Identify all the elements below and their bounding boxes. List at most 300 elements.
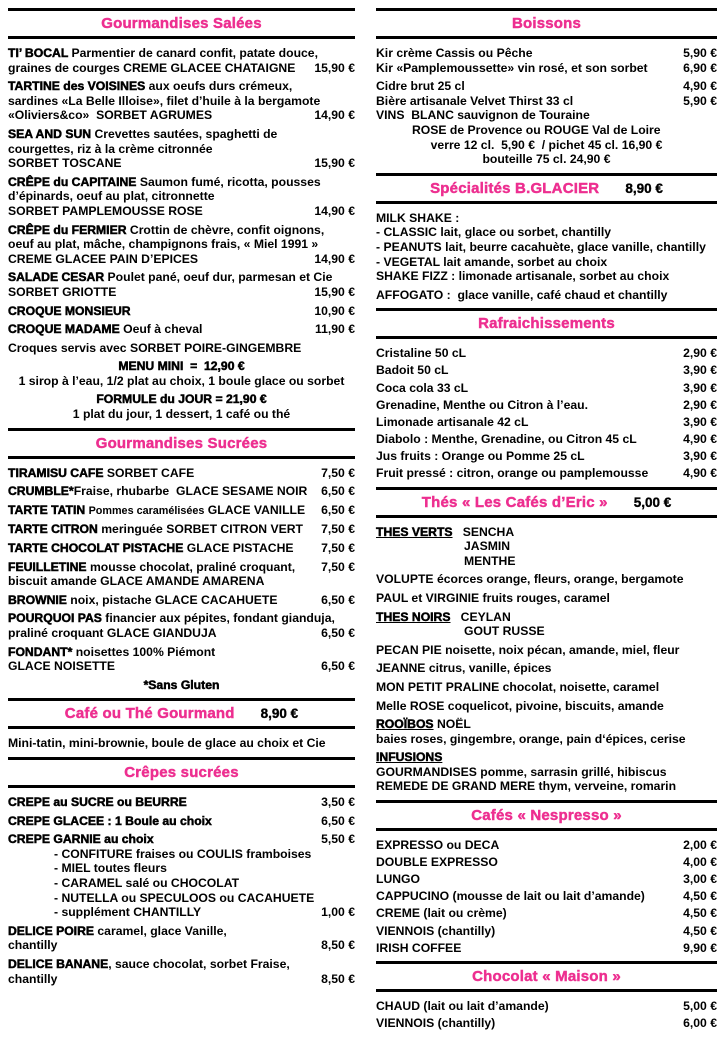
menu-line bbox=[8, 560, 355, 575]
item-name-text: CREPE GLACEE : 1 Boule au choix bbox=[8, 813, 212, 828]
menu-line-text bbox=[376, 889, 645, 904]
menu-line bbox=[376, 269, 717, 284]
menu-item bbox=[8, 560, 355, 589]
menu-line-text bbox=[376, 525, 514, 540]
item-description-text: «Oliviers&co» SORBET AGRUMES bbox=[8, 108, 213, 123]
section-header bbox=[376, 800, 717, 831]
price: 14,90 € bbox=[314, 108, 355, 123]
item-name-text: TARTE CITRON bbox=[8, 522, 102, 537]
menu-item bbox=[376, 346, 717, 480]
section-cafes-nespresso bbox=[376, 800, 717, 955]
item-description-text: Parmentier de canard confit, patate douce, bbox=[71, 46, 318, 60]
menu-line bbox=[376, 680, 717, 695]
menu-line-text bbox=[376, 346, 466, 361]
menu-line-text bbox=[376, 108, 590, 123]
section-title: Gourmandises Salées bbox=[101, 15, 262, 32]
section-body bbox=[376, 525, 717, 795]
menu-line-text bbox=[376, 661, 551, 676]
menu-line-text bbox=[376, 211, 459, 226]
menu-line-text bbox=[376, 732, 686, 747]
menu-line-text bbox=[8, 814, 212, 829]
menu-line-text bbox=[376, 717, 471, 732]
menu-line bbox=[376, 855, 717, 870]
menu-line-text bbox=[376, 838, 499, 853]
item-description-text: 1 sirop à l’eau, 1/2 plat au choix, 1 boule glace ou sorbet bbox=[18, 373, 345, 388]
item-description-text: VIENNOIS (chantilly) bbox=[376, 1016, 496, 1031]
menu-item bbox=[8, 957, 355, 986]
section-header bbox=[8, 698, 355, 729]
menu-item bbox=[376, 46, 717, 75]
menu-line bbox=[8, 957, 355, 972]
item-name-text: CRUMBLE* bbox=[8, 484, 74, 499]
menu-item bbox=[8, 359, 355, 388]
menu-line-text bbox=[8, 142, 213, 157]
item-description-text: Croques servis avec SORBET POIRE-GINGEMBRE bbox=[8, 340, 302, 355]
price: 7,50 € bbox=[321, 522, 355, 537]
menu-line-text bbox=[8, 972, 57, 987]
menu-line bbox=[376, 539, 717, 554]
section-title: Gourmandises Sucrées bbox=[95, 434, 268, 452]
item-description-text: CREME (lait ou crème) bbox=[376, 906, 507, 921]
item-description-text: VINS BLANC sauvignon de Touraine bbox=[376, 108, 590, 123]
menu-line bbox=[8, 611, 355, 626]
menu-line-text bbox=[376, 381, 468, 396]
item-description-text: Melle ROSE coquelicot, pivoine, biscuits, amande bbox=[376, 698, 664, 713]
menu-line-text bbox=[8, 503, 305, 519]
item-description-text: SENCHA bbox=[452, 524, 515, 539]
item-description-text: DOUBLE EXPRESSO bbox=[376, 855, 498, 870]
menu-line-text bbox=[376, 432, 637, 447]
menu-line bbox=[8, 304, 355, 319]
item-description-text: Limonade artisanale 42 cL bbox=[376, 414, 529, 429]
item-description-text: ROSE de Provence ou ROUGE Val de Loire bbox=[412, 122, 661, 137]
menu-line bbox=[8, 322, 355, 337]
item-description-text: Fraise, rhubarbe GLACE SESAME NOIR bbox=[73, 484, 308, 499]
section-header bbox=[8, 8, 355, 39]
section-title: Spécialités B.GLACIER bbox=[430, 179, 600, 197]
menu-line bbox=[376, 889, 717, 904]
menu-line-text bbox=[376, 872, 420, 887]
menu-line bbox=[8, 905, 355, 920]
menu-line bbox=[8, 484, 355, 499]
section-title: Café ou Thé Gourmand bbox=[64, 705, 235, 723]
menu-line-text bbox=[8, 645, 215, 660]
menu-line bbox=[8, 61, 355, 76]
menu-line bbox=[376, 240, 717, 255]
section-header bbox=[376, 8, 717, 39]
price: 15,90 € bbox=[314, 156, 355, 171]
item-description-text: Badoit 50 cL bbox=[376, 363, 449, 378]
item-description-text: Grenadine, Menthe ou Citron à l’eau. bbox=[376, 397, 588, 412]
item-name-text: ROOÏBOS bbox=[376, 717, 434, 732]
price: 4,50 € bbox=[683, 923, 717, 938]
item-description-text: Jus fruits : Orange ou Pomme 25 cL bbox=[376, 448, 585, 463]
menu-line bbox=[376, 732, 717, 747]
menu-line bbox=[8, 79, 355, 94]
item-description-text: NOËL bbox=[433, 717, 471, 732]
item-description-text: Cristaline 50 cL bbox=[376, 346, 467, 361]
item-description-text: VIENNOIS (chantilly) bbox=[376, 923, 496, 938]
menu-line bbox=[8, 46, 355, 61]
item-description-text: LUNGO bbox=[376, 872, 421, 887]
menu-line bbox=[8, 847, 355, 862]
menu-line bbox=[376, 123, 717, 138]
item-name-text: TI’ BOCAL bbox=[8, 46, 72, 60]
menu-line-text bbox=[118, 359, 244, 374]
menu-line bbox=[376, 717, 717, 732]
menu-line-text bbox=[8, 204, 203, 219]
item-description-text: Crevettes sautées, spaghetti de bbox=[94, 126, 278, 141]
menu-line bbox=[8, 678, 355, 693]
item-description-text: praliné croquant GLACE GIANDUJA bbox=[8, 626, 217, 640]
menu-line-text bbox=[8, 957, 290, 972]
item-description-text: Pommes caramélisées bbox=[88, 504, 205, 517]
menu-line-text bbox=[8, 175, 321, 190]
menu-line-text bbox=[8, 285, 116, 300]
menu-line-text bbox=[376, 765, 667, 780]
section-header bbox=[376, 308, 717, 339]
item-description-text: 1 plat du jour, 1 dessert, 1 café ou thé bbox=[72, 407, 291, 422]
price: 7,50 € bbox=[321, 541, 355, 556]
section-rafraichissements bbox=[376, 308, 717, 480]
item-description-text: caramel, glace Vanille, bbox=[97, 923, 227, 938]
menu-line-text bbox=[8, 46, 318, 61]
menu-item bbox=[8, 466, 355, 481]
menu-item bbox=[8, 79, 355, 123]
item-name-text: POURQUOI PAS bbox=[8, 611, 106, 626]
menu-line-text bbox=[376, 61, 648, 76]
price: 4,00 € bbox=[683, 855, 717, 870]
menu-line-text bbox=[464, 539, 510, 554]
price: 2,00 € bbox=[683, 838, 717, 853]
menu-line-text bbox=[8, 832, 154, 847]
item-description-text: - PEANUTS lait, beurre cacahuète, glace vanille, chantilly bbox=[376, 239, 706, 254]
menu-line-text bbox=[8, 560, 295, 575]
menu-line bbox=[376, 346, 717, 361]
menu-line bbox=[376, 138, 717, 153]
menu-line bbox=[376, 398, 717, 413]
price: 7,50 € bbox=[321, 465, 355, 480]
item-description-text: SHAKE FIZZ : limonade artisanale, sorbet au choix bbox=[376, 269, 670, 284]
menu-line bbox=[8, 127, 355, 142]
menu-item bbox=[8, 270, 355, 299]
menu-item bbox=[8, 304, 355, 319]
item-description-text: d’épinards, oeuf au plat, citronnette bbox=[8, 189, 215, 204]
menu-line bbox=[376, 449, 717, 464]
section-title: Cafés « Nespresso » bbox=[471, 807, 622, 825]
menu-line bbox=[376, 779, 717, 794]
price: 8,50 € bbox=[321, 971, 355, 986]
menu-item bbox=[8, 46, 355, 75]
menu-line bbox=[8, 891, 355, 906]
item-name-text: CREPE GARNIE au choix bbox=[8, 832, 154, 847]
menu-item bbox=[376, 643, 717, 658]
price: 3,90 € bbox=[683, 363, 717, 378]
menu-line bbox=[8, 522, 355, 537]
menu-line-text bbox=[376, 941, 461, 956]
menu-line-text bbox=[73, 407, 290, 422]
menu-item bbox=[376, 680, 717, 695]
section-title: Crêpes sucrées bbox=[124, 763, 239, 781]
menu-item bbox=[376, 79, 717, 167]
item-description-text: SORBET CAFE bbox=[106, 465, 195, 480]
menu-line bbox=[8, 142, 355, 157]
item-description-text: - CARAMEL salé ou CHOCOLAT bbox=[54, 875, 240, 890]
menu-line-text bbox=[8, 736, 326, 751]
item-name-text: THES VERTS bbox=[376, 524, 453, 539]
price: 7,50 € bbox=[321, 559, 355, 574]
menu-line-text bbox=[8, 341, 301, 356]
column-right bbox=[376, 8, 717, 1037]
item-description-text: oeuf au plat, mâche, champignons frais, « Miel 1991 » bbox=[8, 237, 319, 252]
menu-line-text bbox=[54, 905, 201, 920]
menu-item bbox=[8, 522, 355, 537]
menu-line-text bbox=[54, 847, 311, 862]
item-description-text: aux oeufs durs crémeux, bbox=[148, 79, 293, 94]
menu-line bbox=[376, 941, 717, 956]
menu-line-text bbox=[376, 643, 679, 658]
menu-line-text bbox=[54, 861, 167, 876]
menu-item bbox=[8, 175, 355, 219]
price: 2,90 € bbox=[683, 397, 717, 412]
item-description-text: Oeuf à cheval bbox=[123, 322, 203, 337]
item-description-text: noix, pistache GLACE CACAHUETE bbox=[70, 592, 278, 607]
menu-line-text bbox=[8, 156, 122, 171]
menu-line-text bbox=[8, 466, 194, 481]
item-name-text: CRÊPE du FERMIER bbox=[8, 222, 130, 237]
menu-line bbox=[376, 152, 717, 167]
price: 6,50 € bbox=[321, 659, 355, 674]
menu-line-text bbox=[8, 593, 278, 608]
section-body bbox=[376, 46, 717, 167]
menu-item bbox=[8, 611, 355, 640]
price: 4,50 € bbox=[683, 889, 717, 904]
menu-line-text bbox=[376, 94, 573, 109]
section-price: 8,90 € bbox=[625, 180, 663, 196]
menu-line-text bbox=[8, 304, 131, 319]
price: 6,00 € bbox=[683, 1016, 717, 1031]
menu-line bbox=[376, 572, 717, 587]
menu-line-text bbox=[464, 624, 545, 639]
item-description-text: IRISH COFFEE bbox=[376, 940, 462, 955]
section-crepes-sucrees bbox=[8, 757, 355, 986]
menu-line bbox=[376, 61, 717, 76]
menu-line-text bbox=[8, 61, 295, 76]
menu-item bbox=[376, 717, 717, 746]
item-name-text: MENU MINI = 12,90 € bbox=[118, 359, 245, 374]
menu-item bbox=[8, 484, 355, 499]
price: 5,90 € bbox=[683, 46, 717, 60]
menu-item bbox=[8, 541, 355, 556]
price: 10,90 € bbox=[314, 303, 355, 318]
price: 6,50 € bbox=[321, 813, 355, 828]
item-name-text: TARTE TATIN bbox=[8, 502, 89, 517]
menu-line bbox=[376, 415, 717, 430]
menu-item bbox=[376, 211, 717, 284]
section-body bbox=[8, 466, 355, 693]
menu-line bbox=[8, 876, 355, 891]
menu-line-text bbox=[376, 225, 611, 240]
section-price: 8,90 € bbox=[260, 706, 299, 722]
menu-line-text bbox=[54, 891, 314, 906]
section-header bbox=[376, 173, 717, 204]
menu-item bbox=[376, 572, 717, 587]
section-header bbox=[8, 757, 355, 788]
menu-line bbox=[376, 225, 717, 240]
menu-line bbox=[8, 938, 355, 953]
menu-line bbox=[8, 814, 355, 829]
menu-line bbox=[376, 79, 717, 94]
menu-line-text bbox=[376, 999, 549, 1014]
price: 14,90 € bbox=[314, 251, 355, 266]
menu-item bbox=[376, 591, 717, 606]
menu-line-text bbox=[376, 415, 528, 430]
menu-line-text bbox=[8, 223, 324, 238]
menu-line-text bbox=[412, 123, 661, 138]
menu-line-text bbox=[8, 94, 320, 109]
menu-line bbox=[8, 108, 355, 123]
item-description-text: verre 12 cl. 5,90 € / pichet 45 cl. 16,90 € bbox=[430, 137, 663, 152]
item-description-text: VOLUPTE écorces orange, fleurs, orange, bergamote bbox=[376, 572, 684, 587]
item-description-text: baies roses, gingembre, orange, pain d‘épices, cerise bbox=[376, 731, 686, 746]
price: 1,00 € bbox=[321, 905, 355, 920]
section-header bbox=[8, 428, 355, 459]
menu-line bbox=[8, 972, 355, 987]
section-title: Boissons bbox=[511, 15, 582, 32]
item-description-text: Mini-tatin, mini-brownie, boule de glace au choix et Cie bbox=[8, 736, 326, 751]
menu-line-text bbox=[376, 924, 495, 939]
menu-line bbox=[376, 211, 717, 226]
item-name-text: CREPE au SUCRE ou BEURRE bbox=[8, 794, 187, 809]
menu-line bbox=[376, 872, 717, 887]
item-description-text: - supplément CHANTILLY bbox=[54, 905, 202, 920]
item-description-text: GLACE VANILLE bbox=[204, 502, 306, 517]
menu-line bbox=[8, 645, 355, 660]
price: 5,90 € bbox=[683, 93, 717, 108]
menu-line bbox=[8, 252, 355, 267]
section-title: Thés « Les Cafés d’Eric » bbox=[421, 493, 608, 511]
menu-line bbox=[376, 288, 717, 303]
section-boissons bbox=[376, 8, 717, 167]
menu-line-text bbox=[376, 779, 676, 794]
price: 4,90 € bbox=[683, 431, 717, 446]
price: 6,50 € bbox=[321, 502, 355, 517]
menu-line bbox=[8, 175, 355, 190]
menu-item bbox=[8, 223, 355, 267]
menu-line bbox=[8, 541, 355, 556]
section-specialites-b-glacier bbox=[376, 173, 717, 303]
menu-line-text bbox=[8, 237, 318, 252]
menu-line bbox=[8, 392, 355, 407]
menu-line-text bbox=[8, 795, 187, 810]
item-description-text: SORBET GRIOTTE bbox=[8, 284, 117, 299]
menu-line bbox=[8, 223, 355, 238]
item-description-text: JEANNE citrus, vanille, épices bbox=[376, 661, 552, 676]
item-description-text: AFFOGATO : glace vanille, café chaud et chantilly bbox=[376, 287, 668, 302]
item-name-text: CROQUE MONSIEUR bbox=[8, 303, 131, 318]
menu-line bbox=[8, 861, 355, 876]
section-thes-les-cafes-d-eric bbox=[376, 487, 717, 795]
menu-line-text bbox=[376, 466, 648, 481]
section-body bbox=[376, 211, 717, 303]
menu-line-text bbox=[8, 924, 227, 939]
menu-item bbox=[8, 593, 355, 608]
menu-line-text bbox=[8, 270, 332, 285]
item-description-text: , sauce chocolat, sorbet Fraise, bbox=[108, 956, 290, 971]
item-description-text: CEYLAN bbox=[450, 609, 511, 624]
menu-item bbox=[8, 924, 355, 953]
menu-item bbox=[8, 814, 355, 829]
menu-line-text bbox=[376, 572, 684, 587]
item-name-text: BROWNIE bbox=[8, 592, 71, 607]
menu-line-text bbox=[8, 252, 198, 267]
menu-line bbox=[8, 94, 355, 109]
menu-line-text bbox=[8, 611, 335, 626]
section-body bbox=[8, 736, 355, 751]
menu-line-text bbox=[8, 659, 115, 674]
price: 6,50 € bbox=[321, 626, 355, 640]
menu-line bbox=[8, 270, 355, 285]
section-body bbox=[8, 46, 355, 422]
item-description-text: SORBET TOSCANE bbox=[8, 156, 122, 171]
menu-line-text bbox=[376, 610, 511, 625]
menu-line bbox=[8, 466, 355, 481]
price: 2,90 € bbox=[683, 346, 717, 361]
menu-line bbox=[376, 750, 717, 765]
menu-item bbox=[8, 322, 355, 337]
menu-line bbox=[8, 407, 355, 422]
menu-line bbox=[8, 832, 355, 847]
menu-line-text bbox=[376, 750, 442, 765]
menu-line-text bbox=[8, 189, 215, 204]
menu-item bbox=[8, 678, 355, 693]
menu-line bbox=[8, 736, 355, 751]
price: 4,90 € bbox=[683, 465, 717, 480]
menu-item bbox=[376, 661, 717, 676]
price: 6,90 € bbox=[683, 60, 717, 75]
section-body bbox=[376, 838, 717, 955]
price: 4,50 € bbox=[683, 906, 717, 921]
item-name-text: CRÊPE du CAPITAINE bbox=[8, 174, 140, 189]
item-name-text: DELICE POIRE bbox=[8, 923, 98, 938]
menu-line-text bbox=[376, 855, 498, 870]
item-name-text: FONDANT* bbox=[8, 644, 76, 659]
item-description-text: Fruit pressé : citron, orange ou pamplemousse bbox=[376, 465, 649, 480]
menu-item bbox=[376, 525, 717, 569]
item-description-text: Bière artisanale Velvet Thirst 33 cl bbox=[376, 93, 574, 108]
price: 11,90 € bbox=[315, 322, 355, 337]
menu-line bbox=[8, 503, 355, 519]
item-description-text: GLACE NOISETTE bbox=[8, 659, 115, 674]
price: 14,90 € bbox=[314, 203, 355, 218]
item-description-text: JASMIN bbox=[464, 539, 511, 554]
item-description-text: MILK SHAKE : bbox=[376, 210, 460, 225]
menu-item bbox=[376, 699, 717, 714]
item-name-text: FEUILLETINE bbox=[8, 559, 90, 574]
item-description-text: Kir crème Cassis ou Pêche bbox=[376, 46, 533, 60]
item-name-text: SALADE CESAR bbox=[8, 270, 108, 285]
item-description-text: GLACE PISTACHE bbox=[186, 541, 294, 556]
menu-line-text bbox=[8, 626, 217, 641]
menu-line bbox=[376, 906, 717, 921]
item-description-text: - CONFITURE fraises ou COULIS framboises bbox=[54, 846, 312, 861]
menu-line bbox=[376, 255, 717, 270]
section-header bbox=[376, 487, 717, 518]
menu-line-text bbox=[376, 699, 664, 714]
column-left bbox=[8, 8, 355, 992]
menu-line bbox=[376, 363, 717, 378]
item-description-text: MON PETIT PRALINE chocolat, noisette, caramel bbox=[376, 679, 660, 694]
